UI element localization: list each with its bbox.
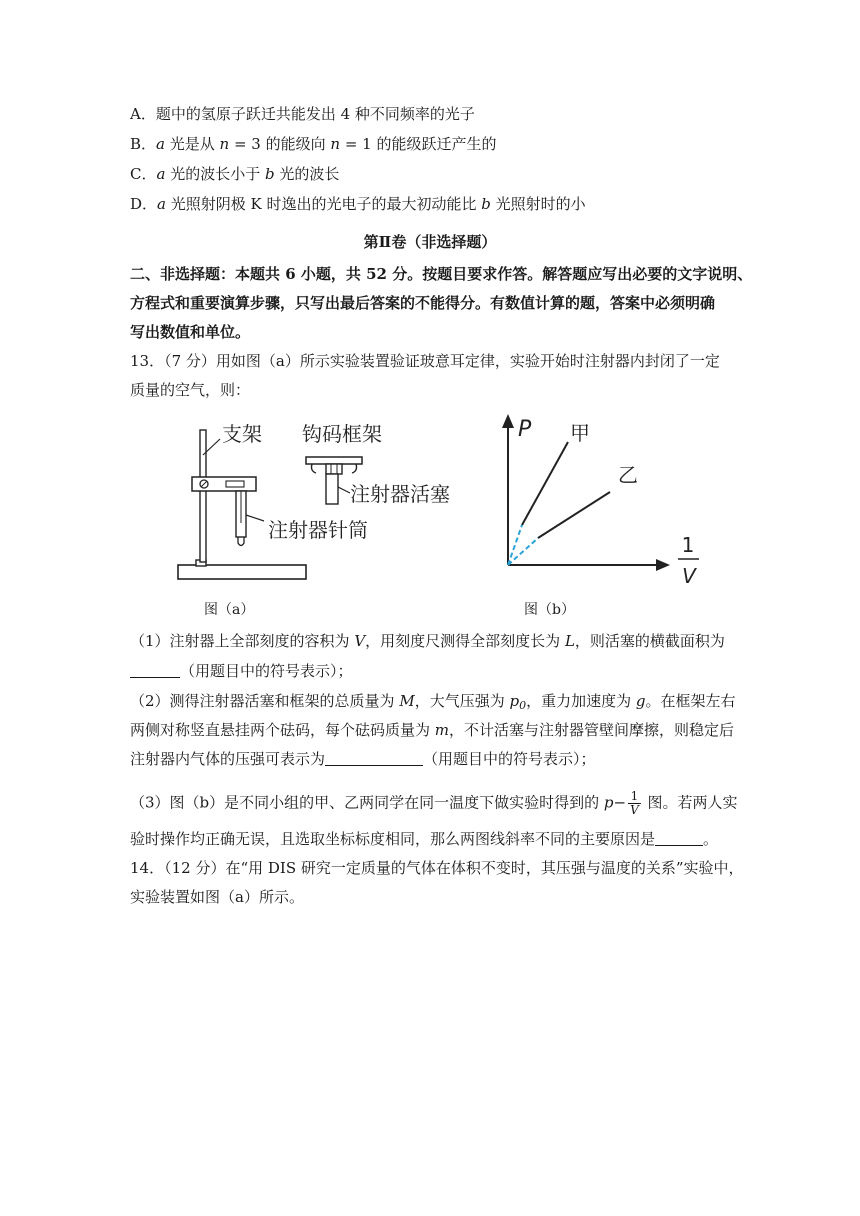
axis-x-den: V	[682, 564, 696, 588]
q13-part3-line-2: 验时操作均正确无误，且选取坐标标度相同，那么两图线斜率不同的主要原因是 。	[130, 830, 719, 848]
q13-part2-line-3: 注射器内气体的压强可表示为 （用题目中的符号表示）；	[130, 750, 596, 768]
q14-stem-line-2: 实验装置如图（a）所示。	[130, 888, 304, 906]
figure-b-graph	[488, 410, 718, 595]
label-hook-frame: 钩码框架	[302, 422, 382, 446]
label-yi: 乙	[618, 463, 638, 487]
answer-blank-2[interactable]	[325, 750, 423, 766]
section-title: 第Ⅱ卷（非选择题）	[363, 233, 497, 251]
option-c: C．a 光的波长小于 b 光的波长	[130, 165, 340, 183]
answer-blank-3[interactable]	[655, 830, 703, 846]
figure-a-apparatus	[170, 415, 470, 590]
axis-x-num: 1	[681, 533, 695, 557]
fraction-1-over-v: $\frac{1}{V}$	[630, 789, 639, 817]
label-piston: 注射器活塞	[350, 482, 450, 506]
section-intro-line-1: 二、非选择题：本题共 6 小题，共 52 分。按题目要求作答。解答题应写出必要的文字说明、	[130, 265, 753, 283]
q14-stem-line-1: 14．（12 分）在“用 DIS 研究一定质量的气体在体积不变时，其压强与温度的关系”实验中，	[130, 859, 744, 877]
figure-b-caption: 图（b）	[524, 602, 575, 618]
section-intro-line-2: 方程式和重要演算步骤，只写出最后答案的不能得分。有数值计算的题，答案中必须明确	[130, 294, 716, 312]
line-jia	[522, 442, 568, 525]
answer-blank-1[interactable]	[130, 662, 180, 678]
label-jia: 甲	[570, 421, 590, 445]
line-yi	[538, 492, 610, 538]
label-barrel: 注射器针筒	[268, 518, 368, 542]
axis-y-label: P	[518, 417, 532, 442]
section-intro-line-3: 写出数值和单位。	[130, 323, 251, 341]
label-stand: 支架	[222, 422, 262, 446]
q13-stem-line-1: 13．（7 分）用如图（a）所示实验装置验证玻意耳定律，实验开始时注射器内封闭了一定	[130, 352, 720, 370]
option-d: D．a 光照射阴极 K 时逸出的光电子的最大初动能比 b 光照射时的小	[130, 195, 586, 213]
y-axis-arrow	[502, 414, 514, 428]
q13-part1-line-1: （1）注射器上全部刻度的容积为 V，用刻度尺测得全部刻度长为 L，则活塞的横截面积为	[130, 632, 725, 650]
q13-part2-line-1: （2）测得注射器活塞和框架的总质量为 M，大气压强为 $p_0$，重力加速度为 g。在框架左右	[130, 692, 736, 712]
q13-part1-line-2: （用题目中的符号表示）；	[130, 660, 353, 682]
figure-a-caption: 图（a）	[204, 602, 255, 618]
option-b: B．a 光是从 n = 3 的能级向 n = 1 的能级跃迁产生的	[130, 135, 497, 153]
q13-stem-line-2: 质量的空气，则：	[130, 381, 251, 399]
line-yi-extension	[508, 538, 538, 565]
x-axis-arrow	[656, 559, 670, 571]
q13-part3-line-1: （3）图（b）是不同小组的甲、乙两同学在同一温度下做实验时得到的 p− $\frac{1}{V}$ 图。若两人实	[130, 789, 738, 817]
option-a: A．题中的氢原子跃迁共能发出 4 种不同频率的光子	[130, 105, 475, 123]
q13-part2-line-2: 两侧对称竖直悬挂两个砝码，每个砝码质量为 m，不计活塞与注射器管壁间摩擦，则稳定后	[130, 721, 735, 739]
